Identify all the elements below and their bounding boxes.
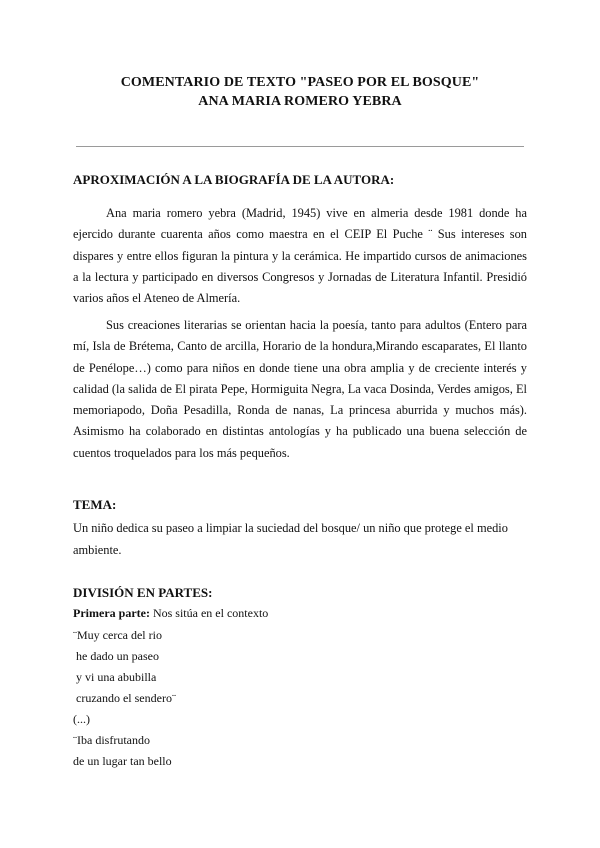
bio-heading: APROXIMACIÓN A LA BIOGRAFÍA DE LA AUTORA: xyxy=(73,172,395,187)
document-title-line-1: COMENTARIO DE TEXTO "PASEO POR EL BOSQUE" xyxy=(120,75,480,90)
division-heading: DIVISIÓN EN PARTES: xyxy=(73,585,213,600)
verse-line: ¨Muy cerca del rio xyxy=(73,628,162,642)
part-1-text: Nos sitúa en el contexto xyxy=(149,606,269,620)
verse-line: he dado un paseo xyxy=(73,649,159,663)
verse-ellipsis: (...) xyxy=(73,712,90,726)
part-1-label: Primera parte: xyxy=(73,606,150,620)
part-1-line xyxy=(73,606,268,621)
horizontal-divider xyxy=(76,146,524,147)
verse-line: ¨Iba disfrutando xyxy=(73,733,150,747)
verse-line: cruzando el sendero¨ xyxy=(73,691,176,705)
tema-text: Un niño dedica su paseo a limpiar la suciedad del bosque/ un niño que protege el medio ambiente. xyxy=(73,521,508,557)
verse-line: de un lugar tan bello xyxy=(73,754,172,768)
bio-paragraph-2: Sus creaciones literarias se orientan hacia la poesía, tanto para adultos (Entero para mí, Isla de Brétema, Canto de arcilla, Horario de la hondura,Mirando escaparates, El llanto de Penélope…) como para niños en donde tiene una obra amplia y de creciente interés y calidad (la salida de El pirata Pepe, Hormiguita Negra, La vaca Dosinda, Verdes amigos, El memoriapodo, Doña Pesadilla, Ronda de nanas, La princesa aburrida y muchos más). Asimismo ha colaborado en distintas antologías y ha publicado una buena selección de cuentos troquelados para los más pequeños. xyxy=(73,318,527,460)
document-title-line-2: ANA MARIA ROMERO YEBRA xyxy=(198,94,402,109)
tema-heading: TEMA: xyxy=(73,497,117,512)
bio-paragraph-1: Ana maria romero yebra (Madrid, 1945) vive en almeria desde 1981 donde ha ejercido durante cuarenta años como maestra en el CEIP El Puche ¨ Sus intereses son dispares y entre ellos figuran la pintura y la cerámica. He impartido cursos de animaciones a la lectura y participado en diversos Congresos y Jornadas de Literatura Infantil. Presidió varios años el Ateneo de Almería. xyxy=(73,206,527,306)
verse-line: y vi una abubilla xyxy=(73,670,157,684)
